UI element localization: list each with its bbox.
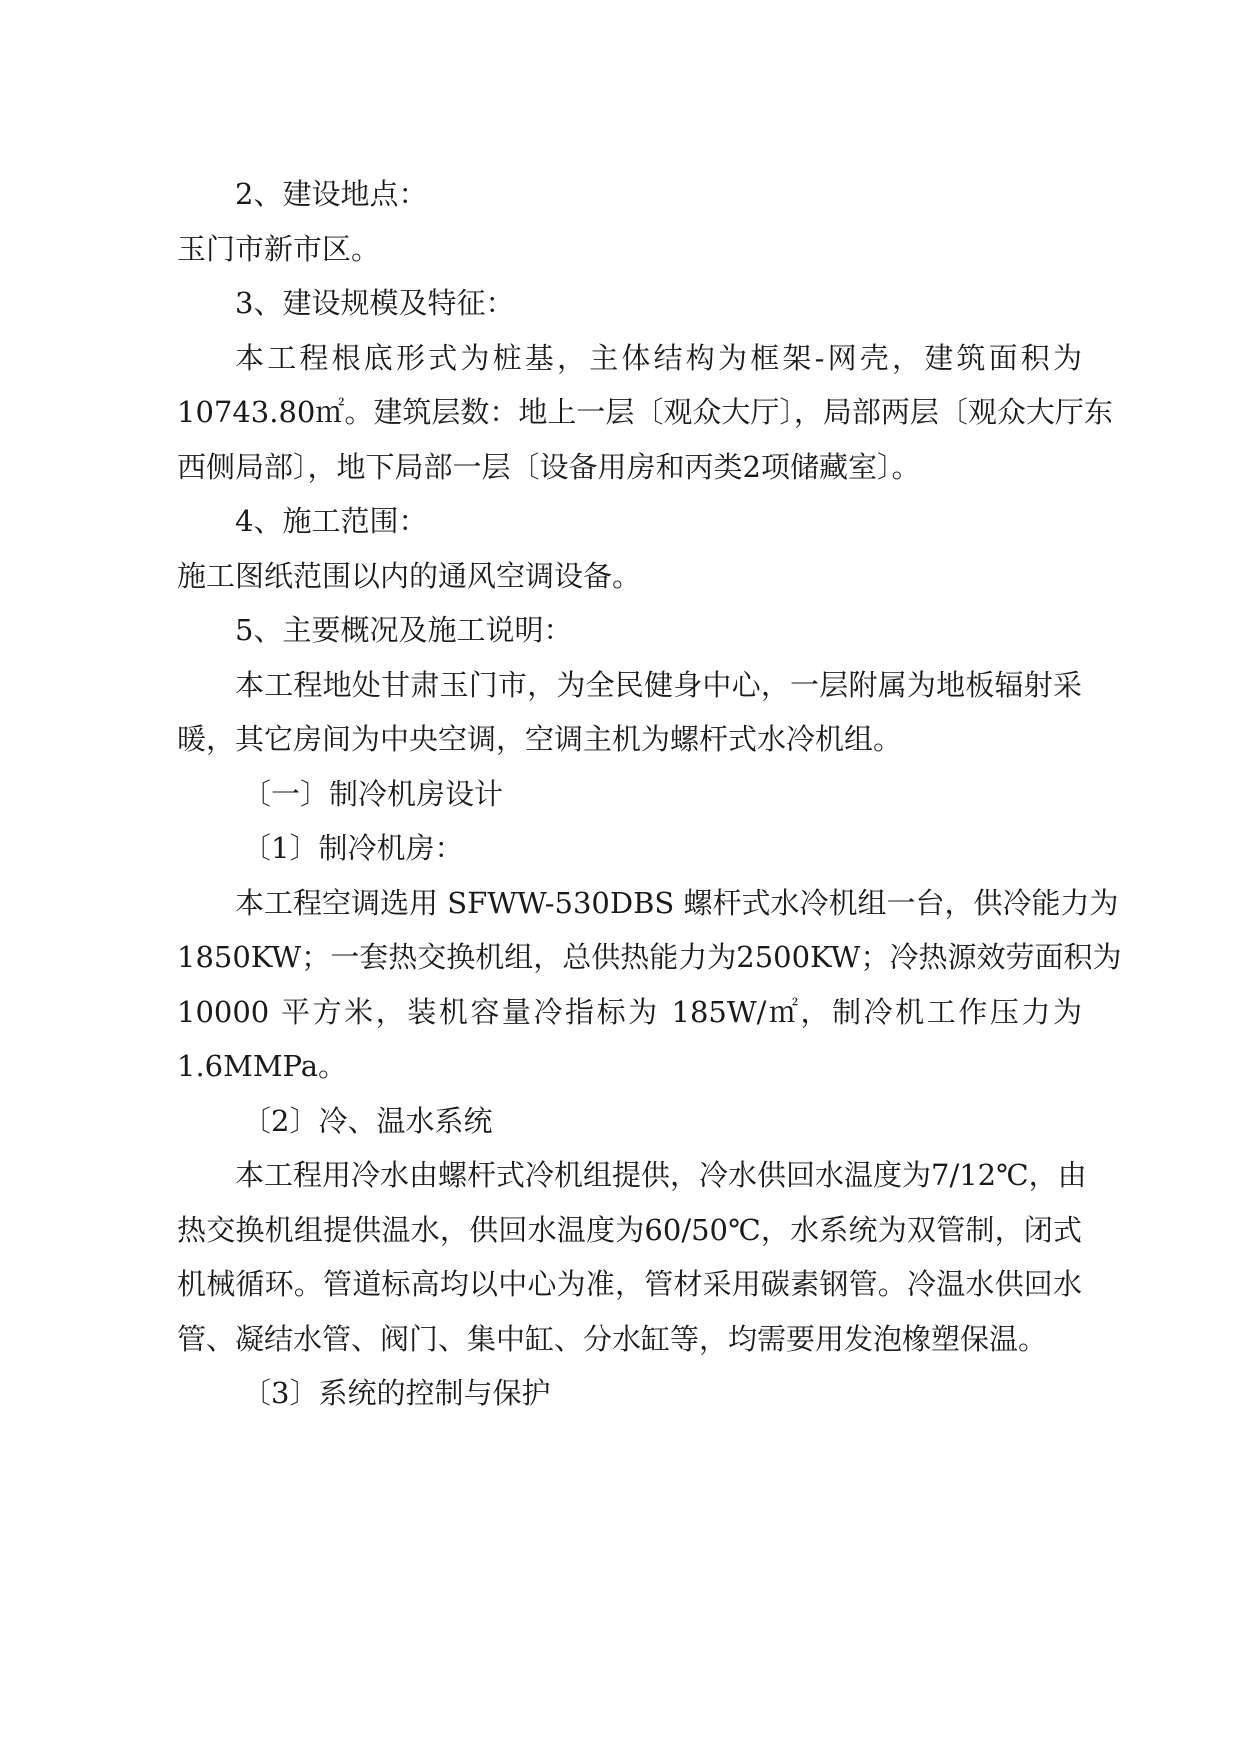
subsection-heading: 〔3〕系统的控制与保护 <box>242 1376 551 1410</box>
section-body-location: 玉门市新市区。 <box>177 232 381 266</box>
paragraph-line: 本工程空调选用 SFWW-530DBS 螺杆式水冷机组一台，供冷能力为 <box>235 886 1119 920</box>
paragraph-line: 10743.80㎡。建筑层数：地上一层〔观众大厅〕，局部两层〔观众大厅东 <box>177 395 1113 429</box>
paragraph-line: 1.6MMPa。 <box>177 1049 348 1083</box>
section-heading-overview: 5、主要概况及施工说明： <box>235 613 573 647</box>
section-heading-scale: 3、建设规模及特征： <box>235 286 515 320</box>
paragraph-line: 10000 平方米，装机容量冷指标为 185W/㎡，制冷机工作压力为 <box>177 995 1082 1029</box>
paragraph-line: 本工程地处甘肃玉门市，为全民健身中心，一层附属为地板辐射采 <box>235 668 1082 702</box>
section-body-scope: 施工图纸范围以内的通风空调设备。 <box>177 559 642 593</box>
section-heading-location: 2、建设地点： <box>235 177 428 211</box>
subsection-heading: 〔2〕冷、温水系统 <box>242 1104 493 1138</box>
paragraph-line: 机械循环。管道标高均以中心为准，管材采用碳素钢管。冷温水供回水 <box>177 1267 1082 1301</box>
paragraph-line: 管、凝结水管、阀门、集中缸、分水缸等，均需要用发泡橡塑保温。 <box>177 1322 1048 1356</box>
section-heading-scope: 4、施工范围： <box>235 504 428 538</box>
paragraph-line: 暖，其它房间为中央空调，空调主机为螺杆式水冷机组。 <box>177 722 903 756</box>
subsection-heading: 〔一〕制冷机房设计 <box>242 777 504 811</box>
paragraph-line: 1850KW；一套热交换机组，总供热能力为2500KW；冷热源效劳面积为 <box>177 940 1122 974</box>
paragraph-line: 热交换机组提供温水，供回水温度为60/50℃，水系统为双管制，闭式 <box>177 1213 1082 1247</box>
subsection-heading: 〔1〕制冷机房： <box>242 831 464 865</box>
paragraph-line: 本工程根底形式为桩基，主体结构为框架-网壳，建筑面积为 <box>235 341 1082 375</box>
paragraph-line: 西侧局部〕，地下局部一层〔设备用房和丙类2项储藏室〕。 <box>177 450 921 484</box>
paragraph-line: 本工程用冷水由螺杆式冷机组提供，冷水供回水温度为7/12℃，由 <box>235 1158 1087 1192</box>
